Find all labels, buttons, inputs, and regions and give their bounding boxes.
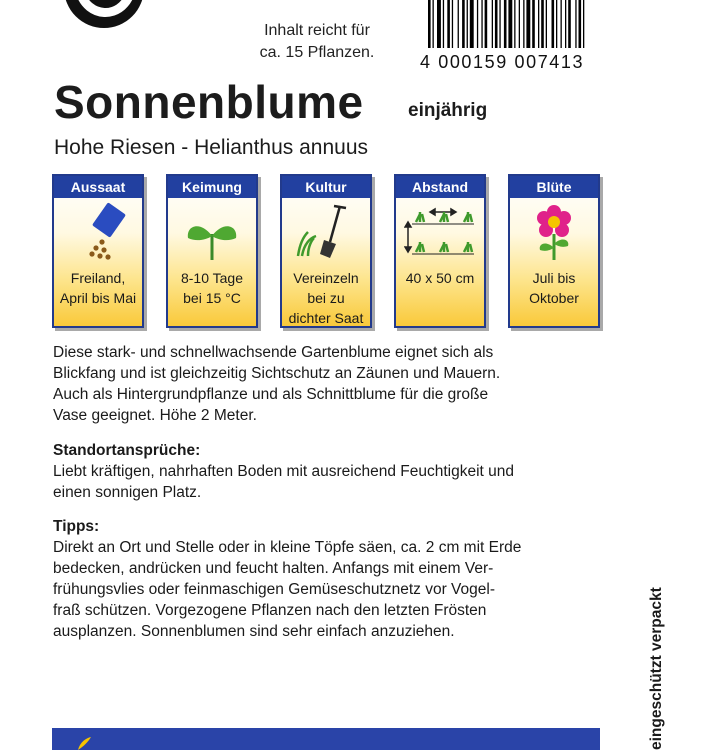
flower-icon xyxy=(518,202,590,262)
card-text: Freiland, April bis Mai xyxy=(59,270,137,306)
card-title: Abstand xyxy=(396,176,484,198)
standort-line: Liebt kräftigen, nahrhaften Boden mit ausreichend Feuchtigkeit und xyxy=(53,463,514,480)
tipps-section xyxy=(53,516,603,642)
tipps-heading: Tipps: xyxy=(53,518,100,535)
content-note-line1: Inhalt reicht für xyxy=(264,22,370,39)
card-bluete xyxy=(508,174,600,328)
seed-packet-icon xyxy=(62,202,134,262)
info-cards xyxy=(52,174,604,332)
description-line: Diese stark- und schnellwachsende Gartenblume eignet sich als xyxy=(53,344,494,361)
standort-heading: Standortansprüche: xyxy=(53,442,201,459)
card-text: Vereinzeln bei zu dichter Saat xyxy=(288,270,364,326)
bottom-band xyxy=(52,728,600,750)
content-note-line2: ca. 15 Pflanzen. xyxy=(259,44,375,61)
product-type: einjährig xyxy=(408,100,488,121)
product-variety: Hohe Riesen - Helianthus annuus xyxy=(54,136,369,159)
barcode-number: 4 000159 007413 xyxy=(420,52,585,72)
tipps-line: ausplanzen. Sonnenblumen sind sehr einfach anzuziehen. xyxy=(53,623,455,640)
card-aussaat xyxy=(52,174,144,328)
card-keimung xyxy=(166,174,258,328)
card-text: Juli bis Oktober xyxy=(529,270,579,306)
tipps-line: Direkt an Ort und Stelle oder in kleine Töpfe säen, ca. 2 cm mit Erde xyxy=(53,539,522,556)
card-title: Aussaat xyxy=(54,176,142,198)
card-text: 40 x 50 cm xyxy=(405,270,475,286)
card-title: Keimung xyxy=(168,176,256,198)
content-note xyxy=(232,20,402,64)
description-line: Vase geeignet. Höhe 2 Meter. xyxy=(53,407,257,424)
tipps-line: frühungsvlies oder feinmaschigen Gemüseschutznetz vor Vogel- xyxy=(53,581,495,598)
leaf-icon xyxy=(76,736,92,750)
card-text: 8-10 Tage bei 15 °C xyxy=(180,270,243,306)
brand-logo xyxy=(58,0,150,32)
card-title: Blüte xyxy=(510,176,598,198)
card-kultur xyxy=(280,174,372,328)
description-paragraph xyxy=(53,342,603,426)
spacing-icon xyxy=(404,202,476,262)
card-title: Kultur xyxy=(282,176,370,198)
card-abstand xyxy=(394,174,486,328)
shovel-plants-icon xyxy=(290,202,362,262)
description-line: Blickfang und ist gleichzeitig Sichtschutz an Zäunen und Mauern. xyxy=(53,365,501,382)
tipps-line: bedecken, andrücken und feucht halten. Anfangs mit einem Ver- xyxy=(53,560,494,577)
product-title: Sonnenblume xyxy=(54,76,364,128)
sprout-icon xyxy=(176,202,248,262)
description-line: Auch als Hintergrundpflanze und als Schnittblume für die große xyxy=(53,386,489,403)
tipps-line: fraß schützen. Vorgezogene Pflanzen nach den letzten Frösten xyxy=(53,602,487,619)
side-note: eingeschützt verpackt xyxy=(648,587,665,750)
standort-section xyxy=(53,440,603,503)
standort-line: einen sonnigen Platz. xyxy=(53,484,202,501)
